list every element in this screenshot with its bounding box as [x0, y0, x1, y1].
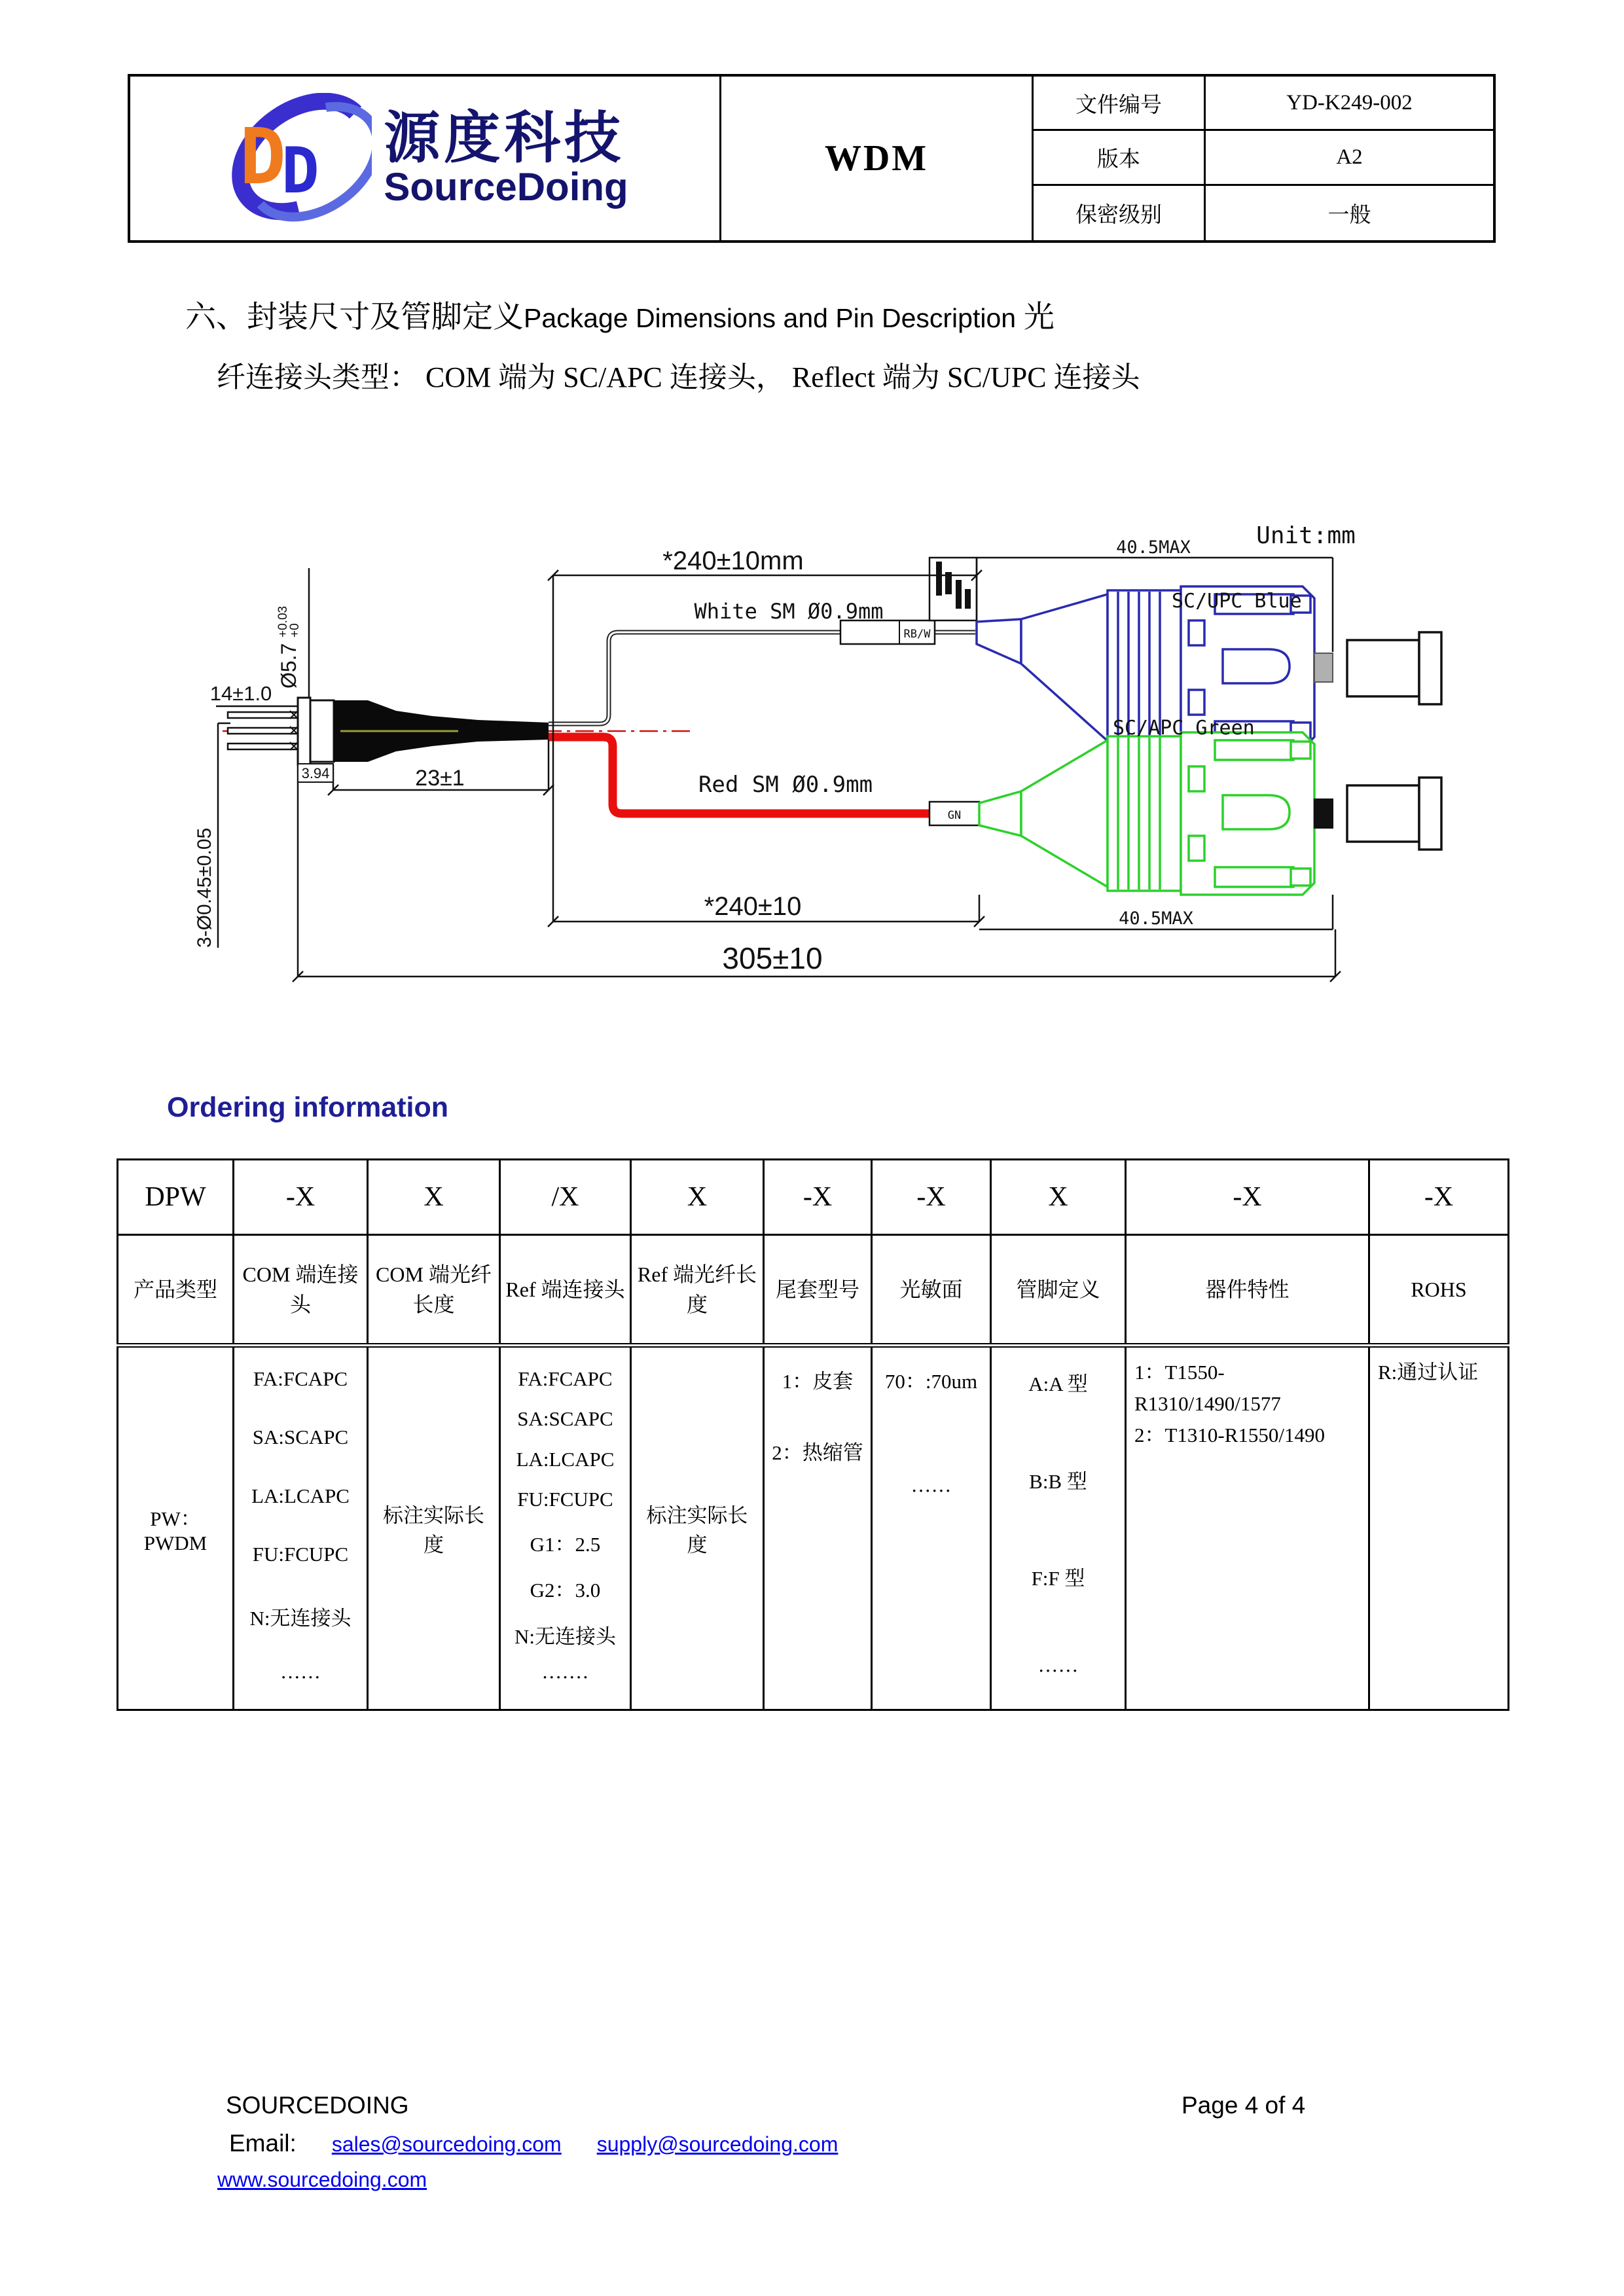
header-cell: 产品类型	[118, 1235, 234, 1346]
code-cell: X	[991, 1160, 1126, 1235]
dim-overall-label: 305±10	[722, 941, 823, 975]
body-cell-ref-length: 标注实际长度	[631, 1346, 764, 1710]
body-cell-pin-definition: A:A 型 B:B 型 F:F 型 ······	[991, 1346, 1126, 1710]
meta-label: 版本	[1034, 131, 1206, 185]
header-cell: 尾套型号	[764, 1235, 872, 1346]
fiber-sticker-label	[929, 558, 977, 620]
code-cell: -X	[764, 1160, 872, 1235]
dim-pin-diameter	[194, 828, 215, 948]
product-title: WDM	[719, 77, 1032, 240]
footer-page-number: Page 4 of 4	[1182, 2092, 1306, 2119]
ordering-code-row	[118, 1160, 1509, 1235]
dim-package-diameter	[276, 606, 302, 689]
code-cell: -X	[234, 1160, 368, 1235]
dim-boot-length-label: 23±1	[415, 766, 465, 791]
footer-email-line	[229, 2130, 838, 2157]
code-cell: -X	[1369, 1160, 1509, 1235]
email-sales-link[interactable]: sales@sourcedoing.com	[331, 2132, 562, 2156]
green-ferrule	[1314, 799, 1333, 828]
header-cell: ROHS	[1369, 1235, 1509, 1346]
svg-text:Ø5.7: Ø5.7	[277, 643, 300, 689]
red-fiber-tag-label: GN	[947, 809, 962, 822]
red-fiber-label: Red SM Ø0.9mm	[698, 772, 873, 798]
website-link[interactable]: www.sourcedoing.com	[217, 2168, 427, 2191]
footer-company: SOURCEDOING	[226, 2092, 409, 2119]
code-cell: -X	[1126, 1160, 1369, 1235]
email-supply-link[interactable]: supply@sourcedoing.com	[596, 2132, 839, 2156]
header-cell: Ref 端连接头	[500, 1235, 631, 1346]
blue-dust-cap	[1347, 632, 1441, 704]
body-cell-com-length: 标注实际长度	[368, 1346, 500, 1710]
ordering-table	[117, 1158, 1509, 1711]
blue-ferrule	[1314, 653, 1333, 682]
section-heading-line1: 六、封装尺寸及管脚定义Package Dimensions and Pin Description 光	[185, 300, 1055, 334]
meta-label: 文件编号	[1034, 77, 1206, 131]
logo-en-text: SourceDoing	[384, 165, 628, 209]
dim-flange-label: 3.94	[301, 765, 330, 781]
email-label: Email:	[229, 2130, 297, 2157]
dim-pin-length-label: 14±1.0	[209, 682, 272, 705]
to-can-package	[298, 698, 334, 764]
header-cell: COM 端光纤长度	[368, 1235, 500, 1346]
body-cell-com-connector: FA:FCAPC SA:SCAPC LA:LCAPC FU:FCUPC N:无连接头 ······	[234, 1346, 368, 1710]
code-cell: X	[631, 1160, 764, 1235]
green-dust-cap	[1347, 778, 1441, 850]
svg-text:3-Ø0.45±0.05: 3-Ø0.45±0.05	[194, 827, 215, 948]
code-cell: /X	[500, 1160, 631, 1235]
svg-text:D: D	[281, 134, 320, 207]
logo-zh-text: 源度科技	[384, 106, 625, 170]
green-connector-label: SC/APC Green	[1113, 717, 1255, 740]
header-cell: COM 端连接头	[234, 1235, 368, 1346]
unit-label: Unit:mm	[1256, 522, 1356, 549]
header-cell: 器件特性	[1126, 1235, 1369, 1346]
white-fiber-tag	[840, 620, 935, 644]
body-cell-product-type: PW： PWDM	[118, 1346, 234, 1710]
body-cell-ref-connector: FA:FCAPC SA:SCAPC LA:LCAPC FU:FCUPC G1：2.5 G2：3.0 N:无连接头 ·······	[500, 1346, 631, 1710]
svg-text:+0.03: +0.03	[276, 605, 290, 637]
header-cell: 管脚定义	[991, 1235, 1126, 1346]
dim-conn-bottom-label: 40.5MAX	[1119, 908, 1193, 929]
meta-value: 一般	[1327, 203, 1371, 227]
ordering-body-row	[118, 1346, 1509, 1710]
meta-value: YD-K249-002	[1206, 77, 1493, 131]
dim-fiber-top-label: *240±10mm	[662, 547, 804, 575]
white-fiber-label: White SM Ø0.9mm	[694, 599, 884, 624]
svg-text:+0: +0	[288, 623, 302, 637]
red-fiber-tag	[929, 802, 979, 825]
header-cell: Ref 端光纤长度	[631, 1235, 764, 1346]
code-cell: -X	[872, 1160, 991, 1235]
sc-apc-green-connector	[979, 732, 1314, 895]
body-cell-rohs: R:通过认证	[1369, 1346, 1509, 1710]
meta-value: A2	[1206, 131, 1493, 185]
fiber-white	[549, 632, 975, 724]
footer-website-line	[217, 2168, 427, 2192]
header-cell: 光敏面	[872, 1235, 991, 1346]
body-cell-tail-sleeve: 1：皮套 2：热缩管	[764, 1346, 872, 1710]
ordering-header-row	[118, 1235, 1509, 1346]
code-cell: DPW	[118, 1160, 234, 1235]
dim-fiber-bottom-label: *240±10	[704, 892, 802, 921]
dim-conn-top-label: 40.5MAX	[1116, 537, 1191, 558]
to-can-pins	[228, 712, 298, 749]
body-cell-device-feature: 1：T1550-R1310/1490/1577 2：T1310-R1550/1490	[1126, 1346, 1369, 1710]
section-heading-line2: 纤连接头类型： COM 端为 SC/APC 连接头， Reflect 端为 SC/UPC 连接头	[217, 361, 1140, 393]
svg-text:D: D	[240, 111, 287, 202]
body-cell-photosensitive: 70：:70um ······	[872, 1346, 991, 1710]
ordering-title: Ordering information	[167, 1092, 448, 1123]
white-fiber-tag-label: RB/W	[903, 628, 931, 641]
meta-label: 保密级别	[1034, 186, 1206, 240]
code-cell: X	[368, 1160, 500, 1235]
blue-connector-label: SC/UPC Blue	[1172, 590, 1302, 613]
